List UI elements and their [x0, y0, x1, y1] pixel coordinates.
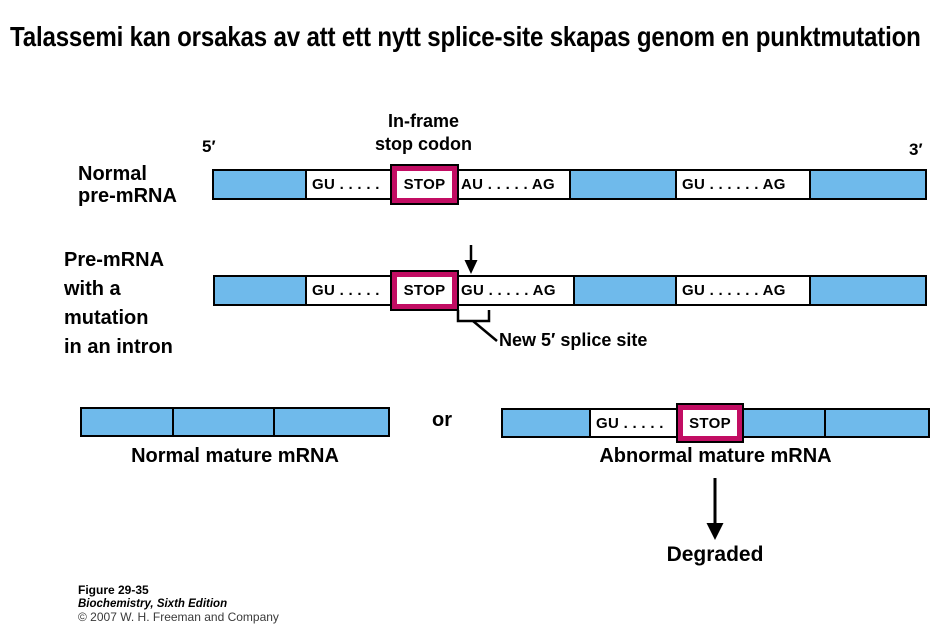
degraded-label: Degraded [666, 543, 764, 566]
slide-title: Talassemi kan orsakas av att ett nytt splice-site skapas genom en punktmutation [10, 21, 921, 52]
exon-segment [569, 171, 675, 198]
stop-codon-segment [681, 410, 739, 436]
exon-segment [573, 277, 675, 304]
intron-text: GU . . . . . . AG [682, 176, 786, 193]
label-line: with a [64, 278, 121, 300]
intron-text: GU . . . . . . AG [682, 282, 786, 299]
stop-codon-box [392, 166, 457, 203]
stop-text: STOP [403, 282, 446, 299]
new-splice-site-bracket [458, 310, 497, 341]
exon-segment [809, 171, 925, 198]
stop-text: STOP [689, 414, 731, 432]
book-title: Biochemistry, Sixth Edition [78, 597, 228, 610]
exon-segment [82, 409, 172, 435]
figure-caption [78, 584, 279, 625]
intron-segment [454, 277, 573, 304]
intron-segment [305, 171, 395, 198]
normal-pre-mrna-label [78, 163, 177, 207]
mutant-pre-mrna-bar [213, 275, 927, 306]
intron-segment [305, 277, 395, 304]
intron-text: GU . . . . . [596, 414, 664, 432]
normal-pre-mrna-bar [212, 169, 927, 200]
intron-segment [675, 277, 809, 304]
intron-text: GU . . . . . [312, 176, 380, 193]
intron-segment [589, 410, 681, 436]
stop-text: STOP [403, 176, 446, 193]
mutant-pre-mrna-label [64, 246, 173, 362]
stop-codon-segment [395, 277, 454, 304]
new-splice-site-label: New 5′ splice site [499, 330, 648, 350]
label-line: Normal [78, 163, 147, 185]
intron-segment [675, 171, 809, 198]
exon-segment [214, 171, 305, 198]
label-line: Pre-mRNA [64, 249, 165, 271]
abnormal-mature-mrna-bar [501, 408, 930, 438]
exon-segment [503, 410, 589, 436]
normal-mature-mrna-label: Normal mature mRNA [131, 445, 339, 467]
annotation-line: stop codon [375, 134, 472, 154]
copyright-line: © 2007 W. H. Freeman and Company [78, 610, 279, 624]
stop-codon-box [392, 272, 457, 309]
normal-mature-mrna-bar [80, 407, 390, 437]
label-line: in an intron [64, 336, 173, 358]
or-label: or [432, 409, 452, 431]
abnormal-mature-mrna-label: Abnormal mature mRNA [599, 445, 832, 467]
mutation-arrow-icon [465, 245, 478, 274]
three-prime-label: 3′ [909, 140, 923, 159]
exon-segment [809, 277, 925, 304]
exon-segment [215, 277, 305, 304]
label-line: mutation [64, 307, 149, 329]
intron-text: AU . . . . . AG [461, 176, 555, 193]
stop-codon-segment [395, 171, 454, 198]
intron-segment [454, 171, 569, 198]
exon-segment [273, 409, 388, 435]
degraded-arrow-icon [707, 478, 724, 540]
figure-number: Figure 29-35 [78, 583, 149, 597]
intron-text: GU . . . . . [312, 282, 380, 299]
exon-segment [824, 410, 928, 436]
exon-segment [172, 409, 273, 435]
intron-text: GU . . . . . AG [461, 282, 556, 299]
stop-codon-box [678, 405, 742, 441]
label-line: pre-mRNA [78, 185, 177, 207]
annotation-line: In-frame [387, 111, 459, 131]
in-frame-stop-codon-annotation [346, 110, 501, 156]
five-prime-label: 5′ [202, 137, 216, 156]
exon-segment [739, 410, 824, 436]
